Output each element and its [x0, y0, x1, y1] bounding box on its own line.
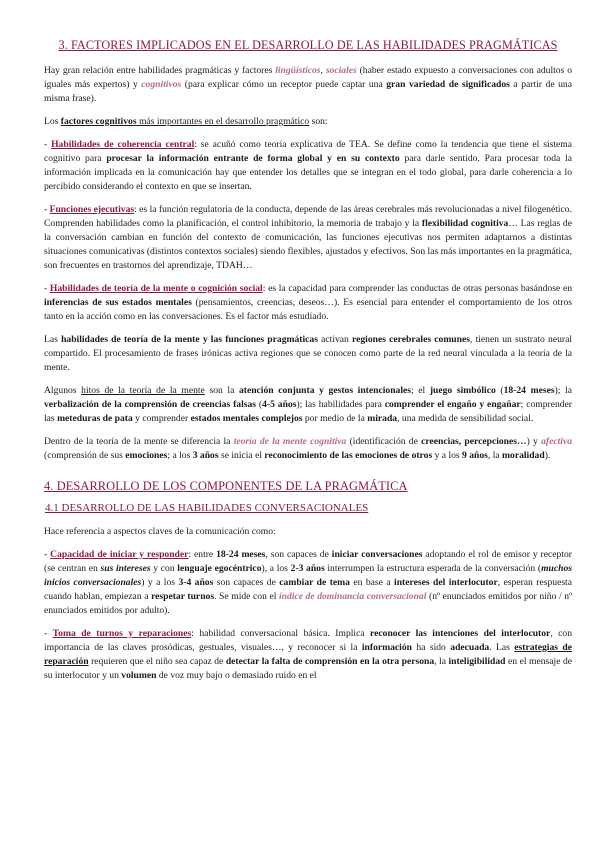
paragraph-conversation-intro: Hace referencia a aspectos claves de la comunicación como:	[44, 526, 276, 537]
paragraph-neural-substrate: Las habilidades de teoría de la mente y las funciones pragmáticas activan regiones cerebrales comunes, tienen un sustrato neural compartido. El procesamiento de frases irónicas activa regiones que se conocen como parte de la red neural vinculada a la teoría de la mente.	[44, 334, 572, 373]
paragraph-factors-list-intro: Los factores cognitivos más importantes en el desarrollo pragmático son:	[44, 116, 328, 127]
section-4-heading: 4. DESARROLLO DE LOS COMPONENTES DE LA PRAGMÁTICA	[44, 479, 408, 493]
section-4-1-heading: 4.1 DESARROLLO DE LAS HABILIDADES CONVERSACIONALES	[45, 502, 369, 514]
paragraph-intro: Hay gran relación entre habilidades pragmáticas y factores lingüísticos, sociales (haber estado expuesto a conversaciones con adultos o iguales más expertos) y cognitivos (para explicar cómo un receptor puede captar una gran variedad de significados a partir de una misma frase).	[44, 65, 572, 104]
paragraph-cognitive-affective: Dentro de la teoría de la mente se diferencia la teoría de la mente cognitiva (identificación de creencias, percepciones…) y afectiva (comprensión de sus emociones; a los 3 años se inicia el reconocimiento de las emociones de otros y a los 9 años, la moralidad).	[44, 436, 573, 461]
section-3-heading: 3. FACTORES IMPLICADOS EN EL DESARROLLO DE LAS HABILIDADES PRAGMÁTICAS	[58, 38, 558, 52]
paragraph-executive-functions: - Funciones ejecutivas: es la función regulatoria de la conducta, depende de las áreas cerebrales más revolucionadas a nivel filogenético. Comprenden habilidades como la planificación, el control inhibitorio, la memoria de trabajo y la flexibilidad cognitiva… Las reglas de la conversación cambian en función del contexto de comunicación, las funciones ejecutivas nos permiten adaptarnos a distintas situaciones comunicativas (distintos contextos sociales) siendo flexibles, ajustados y efectivos. Son las más importantes en la pragmática, son frecuentes en trastornos del aprendizaje, TDAH…	[44, 204, 572, 271]
paragraph-turn-taking: - Toma de turnos y reparaciones: habilidad conversacional básica. Implica reconocer las intenciones del interlocutor, con importancia de las claves prosódicas, gestuales, visuales…, y reconocer si la información ha sido adecuada. Las estrategias de reparación requieren que el niño sea capaz de detectar la falta de comprensión en la otra persona, la inteligibilidad en el mensaje de su interlocutor y un volumen de voz muy bajo o demasiado ruido en el	[44, 628, 573, 681]
paragraph-milestones: Algunos hitos de la teoría de la mente son la atención conjunta y gestos intencionales; el juego simbólico (18-24 meses); la verbalización de la comprensión de creencias falsas (4-5 años); las habilidades para comprender el engaño y engañar; comprender las meteduras de pata y comprender estados mentales complejos por medio de la mirada, una medida de sensibilidad social.	[44, 385, 573, 424]
paragraph-central-coherence: - Habilidades de coherencia central: se acuñó como teoría explicativa de TEA. Se define como la tendencia que tiene el sistema cognitivo para procesar la información entrante de forma global y en su contexto para darle sentido. Para procesar toda la información implicada en la comunicación hay que entender los detalles que se integran en el todo global, para darle coherencia a lo percibido considerando el contexto en que se insertan.	[44, 139, 573, 192]
paragraph-initiate-respond: - Capacidad de iniciar y responder: entre 18-24 meses, son capaces de iniciar conversaciones adoptando el rol de emisor y receptor (se centran en sus intereses y con lenguaje egocéntrico), a los 2-3 años interrumpen la estructura esperada de la conversación (muchos inicios conversacionales) y a los 3-4 años son capaces de cambiar de tema en base a intereses del interlocutor, esperan respuesta cuando hablan, empiezan a respetar turnos. Se mide con el índice de dominancia conversacional (nº enunciados emitidos por niño / nº enunciados emitidos por adulto).	[44, 549, 572, 616]
paragraph-theory-of-mind: - Habilidades de teoría de la mente o cognición social: es la capacidad para comprender las conductas de otras personas basándose en inferencias de sus estados mentales (pensamientos, creencias, deseos…). Es esencial para entender el comportamiento de los otros tanto en la acción como en las conversaciones. Es el factor más estudiado.	[44, 283, 573, 322]
document-page	[44, 38, 572, 683]
